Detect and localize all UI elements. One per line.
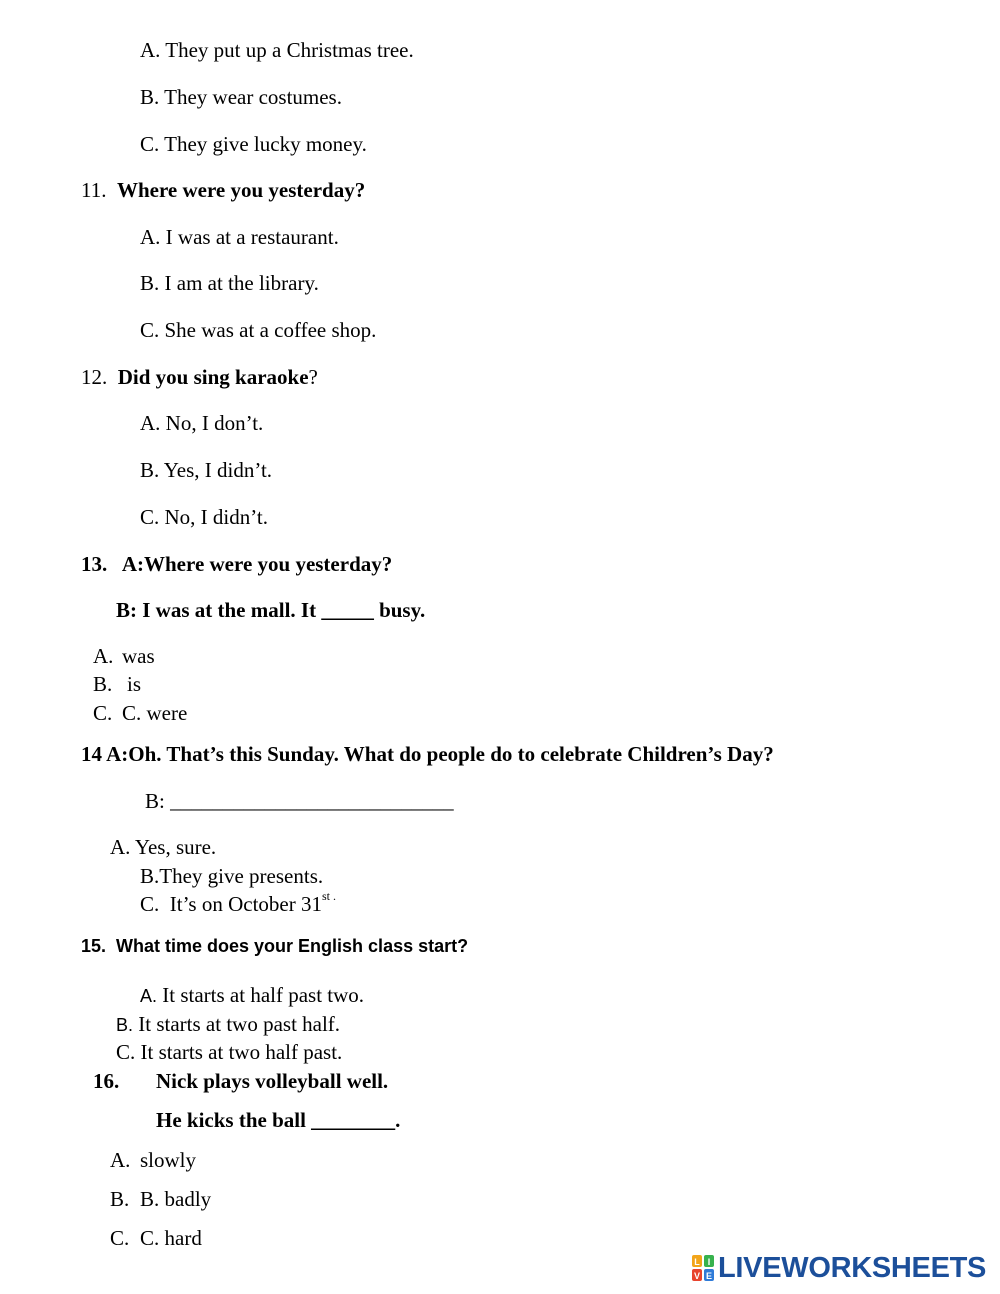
q15-question: 15. What time does your English class start?	[81, 936, 469, 956]
q12-question-mark: ?	[308, 365, 318, 389]
q15-option-c-letter: C.	[116, 1040, 136, 1064]
q15-option-c	[116, 1042, 342, 1063]
q13-option-c-text: C. were	[122, 701, 188, 725]
q16-number: 16.	[93, 1069, 120, 1093]
q11-option-c: C. She was at a coffee shop.	[140, 318, 377, 342]
q10-option-a: A. They put up a Christmas tree.	[140, 38, 414, 62]
q14-line-b: B: ___________________________	[145, 789, 454, 813]
q14-line-a: 14 A:Oh. That’s this Sunday. What do people do to celebrate Children’s Day?	[81, 742, 774, 766]
q12-number: 12.	[81, 365, 108, 389]
q14-option-a: A. Yes, sure.	[110, 835, 217, 859]
q15-option-b-letter: B.	[116, 1015, 134, 1035]
q15-option-c-text: It starts at two half past.	[140, 1040, 343, 1064]
q16-option-b-letter: B.	[110, 1187, 130, 1211]
q11-option-b: B. I am at the library.	[140, 271, 319, 295]
q14-option-c	[140, 889, 336, 916]
logo-tile-letter-i: I	[707, 1257, 711, 1267]
q11-option-a: A. I was at a restaurant.	[140, 225, 339, 249]
q13-option-a-letter: A.	[93, 644, 114, 668]
q15-option-a-text: It starts at half past two.	[162, 983, 365, 1007]
q12-option-c: C. No, I didn’t.	[140, 505, 268, 529]
q11-text: Where were you yesterday?	[116, 178, 366, 202]
q13-option-b-text: is	[127, 672, 142, 696]
q12-option-b: B. Yes, I didn’t.	[140, 458, 273, 482]
q14-option-c-superscript: st .	[321, 889, 336, 903]
q14-option-c-text: C. It’s on October 31	[140, 892, 322, 916]
logo-tile-letter-l: L	[694, 1257, 700, 1267]
liveworksheets-logo-icon	[692, 1254, 716, 1282]
q12-question	[81, 367, 318, 388]
q16-option-c-letter: C.	[110, 1226, 130, 1250]
q14-option-b: B.They give presents.	[140, 864, 324, 888]
q13-option-b-letter: B.	[93, 672, 113, 696]
q12-option-a: A. No, I don’t.	[140, 411, 264, 435]
q15-option-a	[140, 985, 364, 1006]
q16-option-a-letter: A.	[110, 1148, 131, 1172]
q16-line-b: He kicks the ball ________.	[156, 1108, 401, 1132]
q13-option-a-text: was	[122, 644, 155, 668]
q12-text: Did you sing karaoke	[117, 365, 309, 389]
q16-option-a-text: slowly	[140, 1148, 197, 1172]
liveworksheets-logo-text: LIVEWORKSHEETS	[718, 1251, 987, 1284]
q13-line-b: B: I was at the mall. It _____ busy.	[116, 598, 426, 622]
q10-option-b: B. They wear costumes.	[140, 85, 342, 109]
q16-option-c-text: C. hard	[140, 1226, 202, 1250]
logo-tile-letter-v: V	[693, 1271, 701, 1281]
logo-tile-letter-e: E	[705, 1271, 713, 1281]
q15-option-a-letter: A.	[140, 986, 158, 1006]
q15-option-b	[116, 1014, 340, 1035]
q15-option-b-text: It starts at two past half.	[138, 1012, 341, 1036]
q11-question	[81, 180, 365, 201]
q10-option-c: C. They give lucky money.	[140, 132, 367, 156]
q16-option-b-text: B. badly	[140, 1187, 212, 1211]
q13-option-c-letter: C.	[93, 701, 113, 725]
liveworksheets-logo[interactable]	[692, 1253, 986, 1283]
q11-number: 11.	[81, 178, 107, 202]
q13-line-a: 13. A:Where were you yesterday?	[81, 552, 393, 576]
q16-line-a: Nick plays volleyball well.	[156, 1069, 389, 1093]
